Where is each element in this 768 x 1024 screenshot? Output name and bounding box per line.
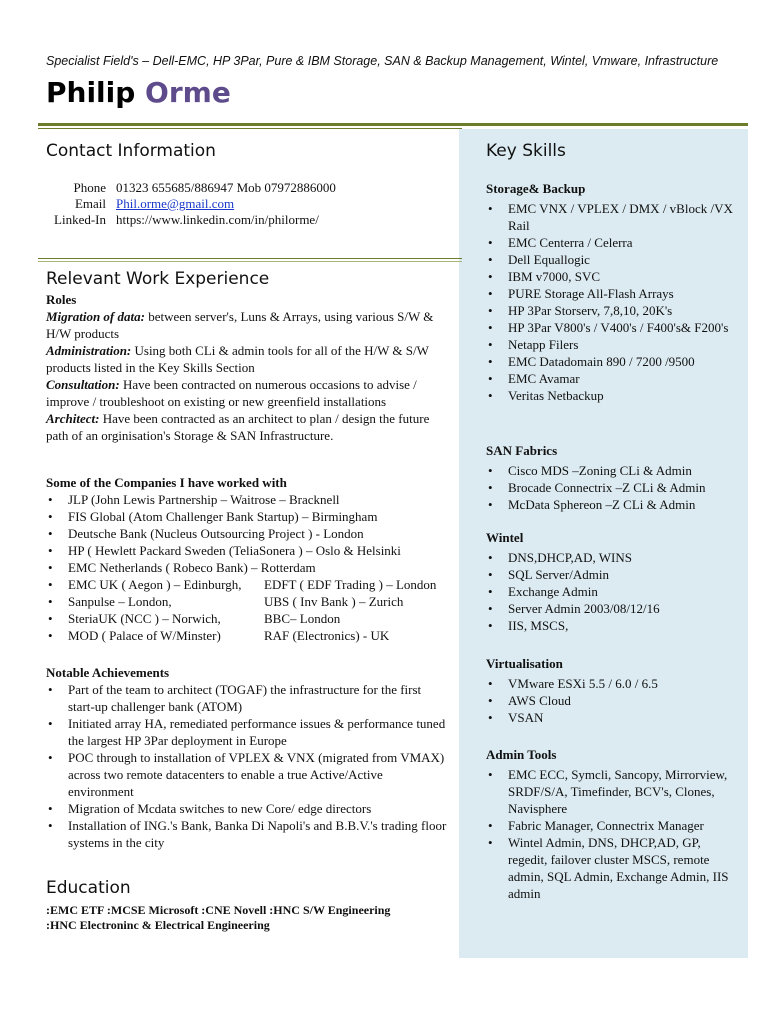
list-item [46,610,456,627]
list-item: • EMC Datadomain 890 / 7200 /9500 [486,353,736,370]
companies-section [46,474,456,644]
list-item: • IBM v7000, SVC [486,268,736,285]
companies-list [46,491,456,644]
achievements-section [46,664,450,851]
admin-tools-title: Admin Tools [486,747,557,762]
list-item: • EMC Netherlands ( Robeco Bank) – Rotterdam [46,559,456,576]
email-link[interactable]: Phil.orme@gmail.com [116,196,235,211]
list-item: • POC through to installation of VPLEX & VNX (migrated from VMAX) across two remote datacenters to enable a true Active/Active environment [46,749,450,800]
list-item: • Dell Equallogic [486,251,736,268]
virtualisation-section [486,655,736,726]
linkedin-label: Linked-In [54,212,106,227]
list-item: • EMC Centerra / Celerra [486,234,736,251]
list-item: • JLP (John Lewis Partnership – Waitrose – Bracknell [46,491,456,508]
list-item [46,627,456,644]
section-divider-thin [38,261,462,262]
wintel-list [486,549,736,634]
role-label: Migration of data: [46,309,145,324]
list-item: • Veritas Netbackup [486,387,736,404]
header-divider-thin [38,128,462,129]
last-name: Orme [145,76,231,109]
list-item: • AWS Cloud [486,692,736,709]
list-item: • EMC VNX / VPLEX / DMX / vBlock /VX Rail [486,200,736,234]
role-item [46,342,450,376]
list-item: • Exchange Admin [486,583,736,600]
virtualisation-list [486,675,736,726]
role-label: Consultation: [46,377,120,392]
role-item [46,308,450,342]
company-b: RAF (Electronics) - UK [264,628,390,643]
phone-value: 01323 655685/886947 Mob 07972886000 [116,180,336,195]
list-item: • Migration of Mcdata switches to new Core/ edge directors [46,800,450,817]
company-a: • EMC UK ( Aegon ) – Edinburgh, [68,577,242,592]
role-text: Have been contracted as an architect to plan / design the future path of an orginisation's Storage & SAN Infrastructure. [46,411,430,443]
list-item: • FIS Global (Atom Challenger Bank Startup) – Birmingham [46,508,456,525]
role-item [46,410,450,444]
san-section [486,442,736,513]
admin-tools-section [486,746,736,902]
wintel-section [486,529,736,634]
wintel-title: Wintel [486,530,524,545]
list-item: • Brocade Connectrix –Z CLi & Admin [486,479,736,496]
person-name [46,76,231,109]
experience-heading: Relevant Work Experience [46,269,270,289]
list-item: • EMC Avamar [486,370,736,387]
role-text: between server's, Luns & Arrays, using various S/W & H/W products [46,309,434,341]
company-a: • Sanpulse – London, [68,594,172,609]
education-heading: Education [46,878,131,898]
storage-title: Storage& Backup [486,181,586,196]
email-row [46,196,234,212]
list-item: • Deutsche Bank (Nucleus Outsourcing Project ) - London [46,525,456,542]
admin-tools-list [486,766,736,902]
list-item: • McData Sphereon –Z CLi & Admin [486,496,736,513]
role-item [46,376,450,410]
education-details [46,903,390,933]
list-item: • Initiated array HA, remediated performance issues & performance tuned the largest HP 3Par deployment in Europe [46,715,450,749]
list-item: • SQL Server/Admin [486,566,736,583]
list-item: • HP 3Par Storserv, 7,8,10, 20K's [486,302,736,319]
specialist-fields: Specialist Field's – Dell-EMC, HP 3Par, Pure & IBM Storage, SAN & Backup Management, Wintel, Vmware, Infrastructure [46,54,719,68]
list-item [46,593,456,610]
role-text: Have been contracted on numerous occasions to advise / improve / troubleshoot on existing or new greenfield installations [46,377,417,409]
roles-title: Roles [46,292,77,307]
storage-list [486,200,736,404]
header-divider [38,123,748,126]
list-item: • IIS, MSCS, [486,617,736,634]
list-item: • HP 3Par V800's / V400's / F400's& F200's [486,319,736,336]
list-item: • HP ( Hewlett Packard Sweden (TeliaSonera ) – Oslo & Helsinki [46,542,456,559]
list-item: • VMware ESXi 5.5 / 6.0 / 6.5 [486,675,736,692]
section-divider [38,258,462,259]
storage-section [486,180,736,404]
phone-row [46,180,336,196]
company-b: BBC– London [264,611,341,626]
list-item: • Server Admin 2003/08/12/16 [486,600,736,617]
company-a: • MOD ( Palace of W/Minster) [68,628,221,643]
list-item: • EMC ECC, Symcli, Sancopy, Mirrorview, SRDF/S/A, Timefinder, BCV's, Clones, Navisphere [486,766,736,817]
key-skills-heading: Key Skills [486,141,566,161]
list-item [46,576,456,593]
company-b: UBS ( Inv Bank ) – Zurich [264,594,404,609]
list-item: • VSAN [486,709,736,726]
san-list [486,462,736,513]
contact-heading: Contact Information [46,141,216,161]
role-label: Administration: [46,343,132,358]
virtualisation-title: Virtualisation [486,656,563,671]
companies-title: Some of the Companies I have worked with [46,475,287,490]
company-a: • SteriaUK (NCC ) – Norwich, [68,611,221,626]
list-item: • PURE Storage All-Flash Arrays [486,285,736,302]
list-item: • Netapp Filers [486,336,736,353]
roles-section [46,291,450,444]
list-item: • Wintel Admin, DNS, DHCP,AD, GP, regedit, failover cluster MSCS, remote admin, SQL Admin, Exchange Admin, IIS admin [486,834,736,902]
list-item: • DNS,DHCP,AD, WINS [486,549,736,566]
role-label: Architect: [46,411,100,426]
list-item: • Fabric Manager, Connectrix Manager [486,817,736,834]
phone-label: Phone [73,180,106,195]
education-line: :HNC Electroninc & Electrical Engineering [46,918,270,932]
role-text: Using both CLi & admin tools for all of the H/W & S/W products listed in the Key Skills Section [46,343,429,375]
company-b: EDFT ( EDF Trading ) – London [264,577,437,592]
list-item: • Part of the team to architect (TOGAF) the infrastructure for the first start-up challenger bank (ATOM) [46,681,450,715]
achievements-list [46,681,450,851]
education-line: :EMC ETF :MCSE Microsoft :CNE Novell :HNC S/W Engineering [46,903,391,917]
list-item: • Installation of ING.'s Bank, Banka Di Napoli's and B.B.V.'s trading floor systems in the city [46,817,450,851]
linkedin-row [46,212,319,228]
list-item: • Cisco MDS –Zoning CLi & Admin [486,462,736,479]
san-title: SAN Fabrics [486,443,558,458]
achievements-title: Notable Achievements [46,665,170,680]
email-label: Email [74,196,106,211]
first-name: Philip [46,76,136,109]
linkedin-value: https://www.linkedin.com/in/philorme/ [116,212,319,227]
